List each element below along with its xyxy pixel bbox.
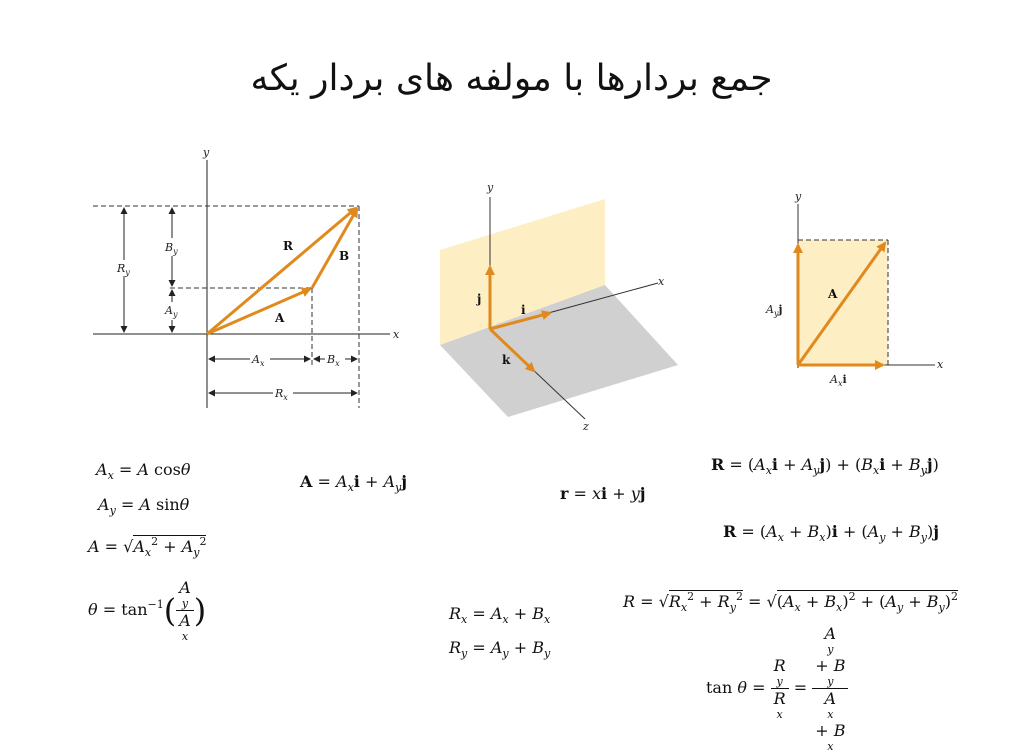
z-axis-label: z: [583, 420, 589, 433]
a-label: A: [828, 287, 838, 301]
equation-ay: $A_y = A$ sinθ: [98, 495, 190, 517]
equation-sum-r-grouped: $R = (A_x + B_x)i + (A_y + B_y)j$: [723, 522, 940, 544]
equation-position-r: r = xi + yj: [560, 484, 646, 503]
x-axis-label: x: [393, 328, 400, 341]
j-label: j: [477, 292, 482, 306]
a-label: A: [275, 311, 285, 325]
vector-components-figure: [755, 190, 955, 390]
x-axis-label: x: [658, 275, 665, 288]
y-axis-label: y: [795, 190, 802, 203]
equation-ry: $R_y = A_y + B_y$: [449, 638, 551, 660]
equation-magnitude: $A = √A_x^2 + A_y^2$: [88, 535, 207, 559]
ry-dimension-label: $R_y$: [117, 262, 130, 277]
k-label: k: [502, 353, 511, 367]
x-axis-label: x: [937, 358, 944, 371]
equation-r-magnitude: $R = √R_x^2 + R_y^2 = √(A_x + B_x)^2 + (A_y + B_y)^2$: [623, 590, 958, 614]
slide-title: جمع بردارها با مولفه های بردار یکه: [250, 58, 773, 99]
equation-sum-r: $R = (A_xi + A_yj) + (B_xi + B_yj)$: [711, 455, 939, 477]
y-axis-label: y: [203, 146, 210, 159]
ay-j-label: $A_yj$: [766, 303, 783, 318]
ax-dimension-label: $A_x$: [252, 353, 265, 368]
equation-rx: $R_x = A_x + B_x$: [449, 604, 551, 626]
i-label: i: [521, 303, 526, 317]
bx-dimension-label: $B_x$: [327, 353, 340, 368]
vector-a: [207, 289, 310, 334]
equation-angle: $\theta = \tan^{-1}$( A y A x ): [88, 578, 207, 643]
r-label: R: [283, 239, 293, 253]
equation-vector-a: $A = A_xi + A_yj$: [300, 472, 408, 494]
y-axis-label: y: [487, 181, 494, 194]
equation-tan-theta: tan θ = R y R x = A y + B y A x + B x: [706, 624, 848, 753]
equation-ax: $A_x = A$ cosθ: [96, 460, 191, 482]
ay-dimension-label: $A_y$: [165, 304, 178, 319]
rx-dimension-label: $R_x$: [275, 387, 288, 402]
vector-addition-figure: [85, 140, 415, 415]
by-dimension-label: $B_y$: [165, 241, 178, 256]
b-label: B: [339, 249, 350, 263]
vector-b: [312, 209, 357, 288]
ax-i-label: $A_xi$: [830, 373, 847, 388]
unit-vectors-3d-figure: [430, 175, 690, 435]
